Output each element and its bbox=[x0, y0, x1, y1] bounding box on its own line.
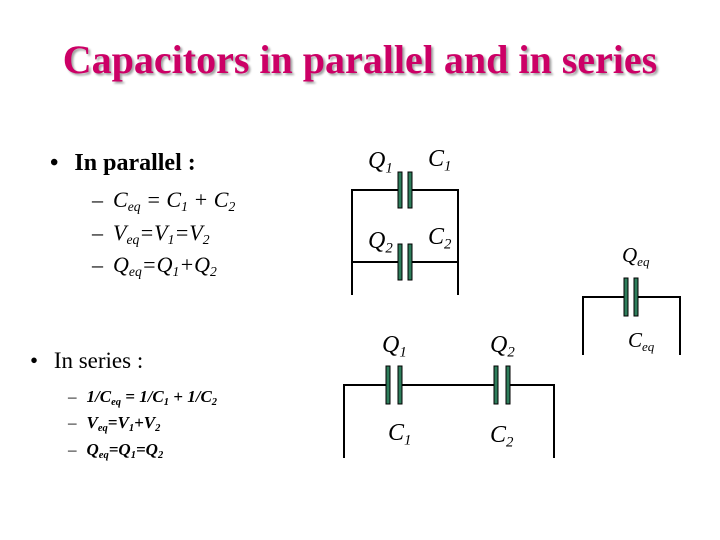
label-text: C bbox=[428, 224, 445, 250]
capacitor-ceq-plate-left bbox=[624, 278, 628, 316]
subscript: 1 bbox=[167, 232, 175, 248]
series-circuit bbox=[344, 366, 554, 458]
term: Q bbox=[113, 252, 129, 277]
subscript: 2 bbox=[507, 344, 515, 361]
term: =V bbox=[139, 220, 168, 245]
series-heading-text: In series : bbox=[53, 348, 144, 373]
term: V bbox=[113, 220, 127, 245]
subscript: 2 bbox=[210, 264, 217, 280]
term: =Q bbox=[135, 440, 158, 459]
subscript: 2 bbox=[202, 232, 210, 248]
label-text: Q bbox=[490, 332, 508, 358]
subscript: 2 bbox=[211, 397, 218, 409]
subscript: eq bbox=[97, 423, 108, 435]
subscript: 1 bbox=[128, 423, 135, 435]
capacitor-c2-plate-left bbox=[494, 366, 498, 404]
term: =V bbox=[174, 220, 203, 245]
wire bbox=[344, 385, 388, 458]
term: V bbox=[86, 413, 98, 432]
subscript: eq bbox=[126, 232, 140, 248]
label-text: C bbox=[428, 146, 445, 172]
subscript: 1 bbox=[385, 160, 393, 177]
term: =V bbox=[107, 413, 129, 432]
subscript: 1 bbox=[444, 158, 452, 175]
label-series-q1 bbox=[382, 332, 407, 361]
wire bbox=[583, 297, 626, 355]
label-text: C bbox=[628, 328, 643, 352]
label-text: Q bbox=[368, 148, 386, 174]
subscript: eq bbox=[128, 264, 142, 280]
capacitor-c1-plate-right bbox=[398, 366, 402, 404]
term: =Q bbox=[108, 440, 131, 459]
subscript: 2 bbox=[155, 423, 161, 435]
subscript: 2 bbox=[444, 236, 452, 253]
subscript: 2 bbox=[506, 434, 514, 451]
bullet-marker: • bbox=[50, 150, 59, 176]
dash: – bbox=[68, 440, 77, 459]
term: = 1/C bbox=[121, 387, 164, 406]
label-text: Q bbox=[622, 243, 638, 267]
dash: – bbox=[92, 220, 103, 245]
label-parallel-c1 bbox=[428, 146, 451, 175]
label-equivalent-c bbox=[628, 328, 654, 355]
dash: – bbox=[68, 413, 77, 432]
subscript: 1 bbox=[399, 344, 407, 361]
term: +Q bbox=[179, 252, 211, 277]
wire bbox=[508, 385, 554, 458]
label-text: Q bbox=[368, 228, 386, 254]
label-text: C bbox=[490, 422, 507, 448]
subscript: 1 bbox=[181, 199, 188, 215]
subscript: 2 bbox=[385, 240, 393, 257]
capacitor-c1-plate-left bbox=[386, 366, 390, 404]
label-text: Q bbox=[382, 332, 400, 358]
bullet-marker: • bbox=[30, 348, 39, 373]
capacitor-c1-plate-left bbox=[398, 172, 402, 208]
dash: – bbox=[92, 252, 103, 277]
dash: – bbox=[92, 187, 103, 212]
subscript: eq bbox=[637, 253, 650, 269]
term: Q bbox=[86, 440, 99, 459]
subscript: eq bbox=[642, 338, 655, 354]
subscript: 2 bbox=[157, 450, 164, 462]
label-parallel-q1 bbox=[368, 148, 393, 177]
term: = C bbox=[140, 187, 182, 212]
subscript: 2 bbox=[228, 199, 236, 215]
subscript: eq bbox=[98, 450, 109, 462]
slide-title: Capacitors in parallel and in series bbox=[62, 37, 658, 82]
label-text: C bbox=[388, 420, 405, 446]
capacitor-c2-plate-left bbox=[398, 244, 402, 280]
parallel-heading-text: In parallel : bbox=[74, 150, 196, 176]
term: C bbox=[113, 187, 128, 212]
capacitor-c2-plate-right bbox=[408, 244, 412, 280]
term: + 1/C bbox=[169, 387, 212, 406]
subscript: eq bbox=[111, 397, 122, 409]
term: =Q bbox=[141, 252, 173, 277]
term: +V bbox=[134, 413, 156, 432]
term: + C bbox=[187, 187, 229, 212]
capacitor-c2-plate-right bbox=[506, 366, 510, 404]
subscript: 1 bbox=[404, 432, 412, 449]
capacitor-ceq-plate-right bbox=[634, 278, 638, 316]
label-parallel-q2 bbox=[368, 228, 393, 257]
subscript: 1 bbox=[130, 450, 136, 462]
label-series-q2 bbox=[490, 332, 515, 361]
label-equivalent-q bbox=[622, 243, 649, 270]
label-series-c1 bbox=[388, 420, 411, 449]
label-parallel-c2 bbox=[428, 224, 451, 253]
subscript: eq bbox=[127, 199, 141, 215]
subscript: 1 bbox=[172, 264, 180, 280]
term: 1/C bbox=[86, 387, 112, 406]
subscript: 1 bbox=[163, 397, 170, 409]
dash: – bbox=[68, 387, 77, 406]
capacitor-c1-plate-right bbox=[408, 172, 412, 208]
label-series-c2 bbox=[490, 422, 513, 451]
